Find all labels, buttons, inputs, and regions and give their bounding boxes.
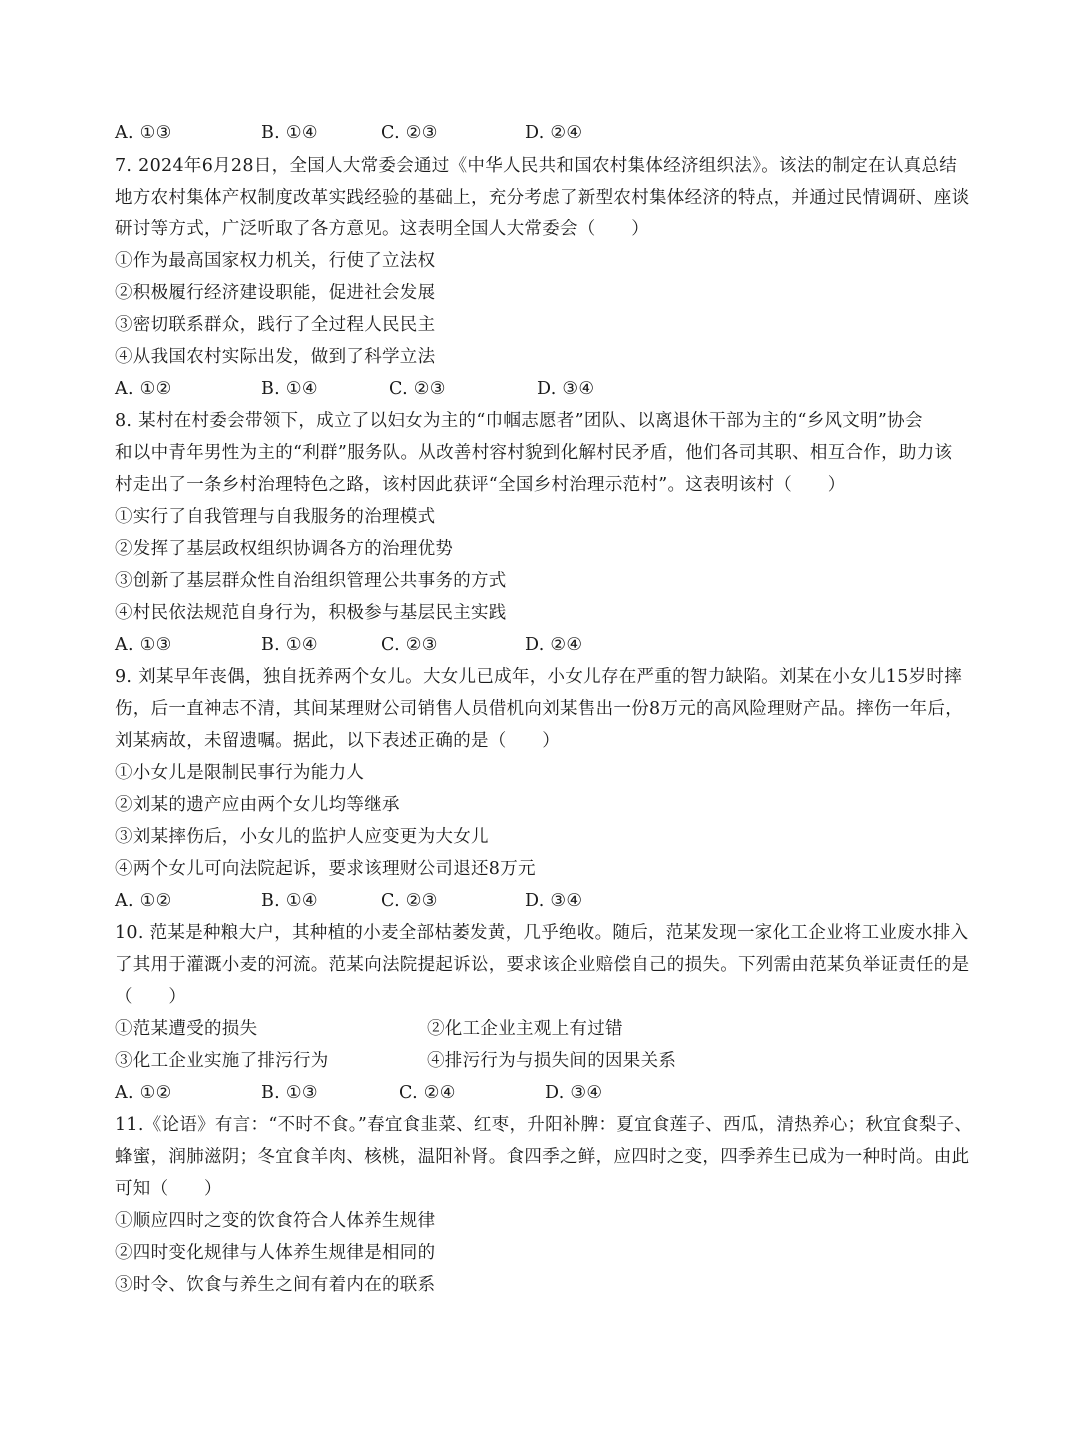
q10-stem-line: 10. 范某是种粮大户，其种植的小麦全部枯萎发黄，几乎绝收。随后，范某发现一家化工企业将工业废水排入 [115,923,969,943]
q6-option-c: C. ②③ [381,123,438,143]
q6-option-d: D. ②④ [525,123,583,143]
q7-option-c: C. ②③ [389,379,446,399]
q11-item: ②四时变化规律与人体养生规律是相同的 [115,1243,436,1263]
q6-option-b: B. ①④ [261,123,318,143]
q10-option-c: C. ②④ [399,1083,456,1103]
q7-stem-line: 研讨等方式，广泛听取了各方意见。这表明全国人大常委会（ ） [115,219,649,239]
q8-item: ④村民依法规范自身行为，积极参与基层民主实践 [115,603,507,623]
q6-option-a: A. ①③ [115,123,172,143]
q8-option-c: C. ②③ [381,635,438,655]
q9-stem-line: 伤，后一直神志不清，其间某理财公司销售人员借机向刘某售出一份8万元的高风险理财产品。摔伤一年后， [115,699,964,719]
q9-item: ③刘某摔伤后，小女儿的监护人应变更为大女儿 [115,827,489,847]
q9-item: ②刘某的遗产应由两个女儿均等继承 [115,795,400,815]
q8-option-a: A. ①③ [115,635,172,655]
q11-stem-line: 11.《论语》有言：“不时不食。”春宜食韭菜、红枣，升阳补脾：夏宜食莲子、西瓜，清热养心；秋宜食梨子、 [115,1115,973,1135]
q7-option-d: D. ③④ [537,379,595,399]
q8-item: ②发挥了基层政权组织协调各方的治理优势 [115,539,454,559]
q10-option-a: A. ①② [115,1083,172,1103]
q10-item: ③化工企业实施了排污行为 [115,1051,329,1071]
q10-item: ②化工企业主观上有过错 [427,1019,623,1039]
q7-item: ④从我国农村实际出发，做到了科学立法 [115,347,436,367]
q8-stem-line: 8. 某村在村委会带领下，成立了以妇女为主的“巾帼志愿者”团队、以离退休干部为主的“乡风文明”协会 [115,411,923,431]
q11-item: ①顺应四时之变的饮食符合人体养生规律 [115,1211,436,1231]
q10-stem-line: （ ） [115,987,187,1007]
q11-stem-line: 可知（ ） [115,1179,222,1199]
q10-item: ①范某遭受的损失 [115,1019,258,1039]
q8-option-b: B. ①④ [261,635,318,655]
q8-item: ③创新了基层群众性自治组织管理公共事务的方式 [115,571,507,591]
q10-option-b: B. ①③ [261,1083,318,1103]
q8-item: ①实行了自我管理与自我服务的治理模式 [115,507,436,527]
q10-item: ④排污行为与损失间的因果关系 [427,1051,677,1071]
q11-stem-line: 蜂蜜，润肺滋阴；冬宜食羊肉、核桃，温阳补肾。食四季之鲜，应四时之变，四季养生已成为一种时尚。由此 [115,1147,970,1167]
q9-item: ①小女儿是限制民事行为能力人 [115,763,365,783]
q10-stem-line: 了其用于灌溉小麦的河流。范某向法院提起诉讼，要求该企业赔偿自己的损失。下列需由范某负举证责任的是 [115,955,970,975]
q11-item: ③时令、饮食与养生之间有着内在的联系 [115,1275,436,1295]
q9-option-d: D. ③④ [525,891,583,911]
q7-stem-line: 地方农村集体产权制度改革实践经验的基础上，充分考虑了新型农村集体经济的特点，并通过民情调研、座谈 [115,188,970,208]
q7-option-b: B. ①④ [261,379,318,399]
q8-stem-line: 和以中青年男性为主的“利群”服务队。从改善村容村貌到化解村民矛盾，他们各司其职、相互合作，助力该 [115,443,953,463]
q9-option-b: B. ①④ [261,891,318,911]
q7-item: ②积极履行经济建设职能，促进社会发展 [115,283,436,303]
q8-option-d: D. ②④ [525,635,583,655]
q7-item: ③密切联系群众，践行了全过程人民民主 [115,315,436,335]
q9-stem-line: 9. 刘某早年丧偶，独自抚养两个女儿。大女儿已成年，小女儿存在严重的智力缺陷。刘某在小女儿15岁时摔 [115,667,963,687]
q8-stem-line: 村走出了一条乡村治理特色之路，该村因此获评“全国乡村治理示范村”。这表明该村（ ） [115,475,846,495]
q9-item: ④两个女儿可向法院起诉，要求该理财公司退还8万元 [115,859,536,879]
q9-stem-line: 刘某病故，未留遗嘱。据此，以下表述正确的是（ ） [115,731,560,751]
q7-item: ①作为最高国家权力机关，行使了立法权 [115,251,436,271]
q7-stem-line: 7. 2024年6月28日，全国人大常委会通过《中华人民共和国农村集体经济组织法》。该法的制定在认真总结 [115,156,958,176]
q10-option-d: D. ③④ [545,1083,603,1103]
q9-option-a: A. ①② [115,891,172,911]
q9-option-c: C. ②③ [381,891,438,911]
q7-option-a: A. ①② [115,379,172,399]
